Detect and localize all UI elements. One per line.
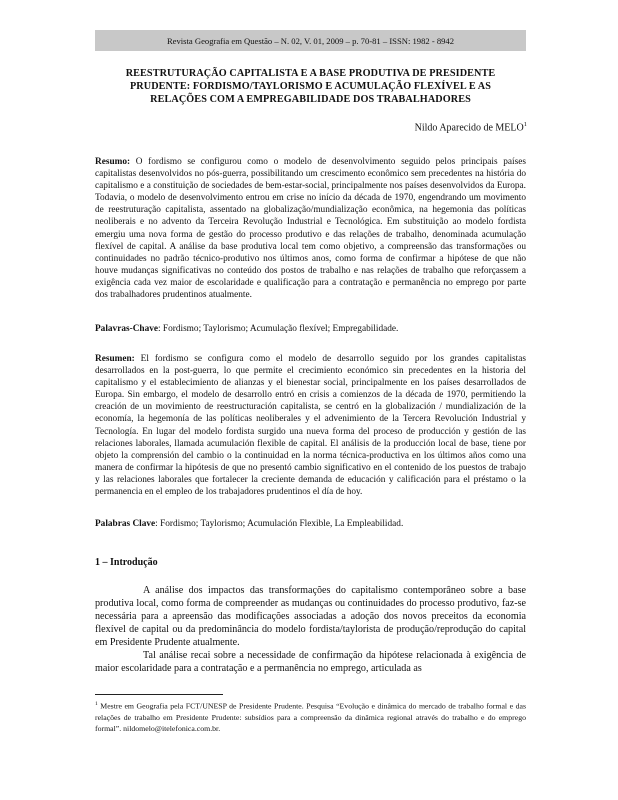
keywords-pt-label: Palavras-Chave xyxy=(95,324,159,334)
abstract-es-label: Resumen: xyxy=(95,354,135,364)
running-head xyxy=(95,30,526,51)
footnote-mark: 1 xyxy=(95,701,98,707)
intro-paragraph-2: Tal análise recai sobre a necessidade de confirmação da hipótese relacionada à exigência de maior escolaridade para a contratação e a permanência no emprego, articulada as xyxy=(95,650,526,675)
keywords-spanish xyxy=(95,518,526,530)
footnote-divider xyxy=(95,694,223,695)
abstract-pt-label: Resumo: xyxy=(95,157,131,167)
title-line-2: PRUDENTE: FORDISMO/TAYLORISMO E ACUMULAÇÃO FLEXÍVEL E AS xyxy=(129,81,492,92)
author-name: Nildo Aparecido de MELO xyxy=(414,122,524,134)
running-head-text: Revista Geografia em Questão – N. 02, V. 01, 2009 – p. 70-81 – ISSN: 1982 - 8942 xyxy=(166,35,455,46)
keywords-pt-text: : Fordismo; Taylorismo; Acumulação flexível; Empregabilidade. xyxy=(158,324,399,334)
section-heading: 1 – Introdução xyxy=(95,557,158,568)
title-line-3: RELAÇÕES COM A EMPREGABILIDADE DOS TRABALHADORES xyxy=(150,94,471,105)
keywords-portuguese xyxy=(95,323,526,335)
keywords-es-label: Palabras Clave xyxy=(95,519,156,529)
author-footnote-mark: 1 xyxy=(523,121,527,128)
title-line-1: REESTRUTURAÇÃO CAPITALISTA E A BASE PRODUTIVA DE PRESIDENTE xyxy=(125,68,496,79)
abstract-portuguese xyxy=(95,156,526,301)
keywords-es-text: : Fordismo; Taylorismo; Acumulación Flexible, La Empleabilidad. xyxy=(155,519,404,529)
article-title xyxy=(95,67,526,106)
footnote xyxy=(95,699,526,734)
footnote-text: Mestre em Geografia pela FCT/UNESP de Presidente Prudente. Pesquisa “Evolução e dinâmica do mercado de trabalho formal e das relações de trabalho em Presidente Prudente: subsídios para a compreensão da dinâmica regional através do trabalho e do emprego formal”. nildomelo@itelefonica.com.br. xyxy=(95,701,526,733)
abstract-pt-text: O fordismo se configurou como o modelo de desenvolvimento seguido pelos principais países capitalistas desenvolvidos no pós-guerra, possibilitando um crescimento econômico sem precedentes na história do capitalismo e a constituição de sociedades de bem-estar-social, principalmente nos países desenvolvidos da Europa. Todavia, o modelo de desenvolvimento entrou em crise no início da década de 1970, engendrando um movimento de reestruturação capitalista, assentado na globalização/mundialização econômica, na hegemonia das políticas neoliberais e no advento da Terceira Revolução Industrial e Tecnológica. Em substituição ao modelo fordista emergiu uma nova forma de gestão do processo produtivo e das relações de trabalho, denominada acumulação flexível de capital. A análise da base produtiva local tem como objetivo, a compreensão das transformações ou continuidades no padrão técnico-produtivo nos últimos anos, como forma de confirmar a hipótese de que não houve mudanças significativas no conteúdo dos postos de trabalho e nas relações de trabalho que reforçassem a exigência cada vez maior de escolaridade e qualificação para a contratação e permanência no emprego por parte dos trabalhadores prudentinos atualmente. xyxy=(95,157,526,301)
abstract-spanish xyxy=(95,353,526,498)
author-line xyxy=(415,121,527,133)
abstract-es-text: El fordismo se configura como el modelo de desarrollo seguido por los grandes capitalistas desarrollados en la post-guerra, lo que permite el crecimiento económico sin precedentes en la historia del capitalismo y el establecimiento de alianzas y el bienestar social, principalmente en los países desarrollados de Europa. Sin embargo, el modelo de desarrollo entró en crisis a comienzos de la década de 1970, permitiendo la creación de un movimiento de reestructuración capitalista, se centró en la globalización / mundialización de la economía, la hegemonía de las políticas neoliberales y el advenimiento de la Tercera Revolución Industrial y Tecnología. En lugar del modelo fordista surgido una nueva forma del proceso de producción y gestión de las relaciones laborales, llamada acumulación flexible de capital. El análisis de la producción local de base, tiene por objeto la comprensión del cambio o la continuidad en la norma técnica-productiva en los últimos años como una manera de confirmar la hipótesis de que no presentó cambio significativo en el contenido de los puestos de trabajo y las relaciones laborales que fortalecer la creciente demanda de educación y calificación para el préstamo o la permanencia en el empleo de los trabajadores prudentinos el día de hoy. xyxy=(95,354,526,498)
intro-paragraph-1: A análise dos impactos das transformações do capitalismo contemporâneo sobre a base produtiva local, como forma de compreender as mudanças ou continuidades do processo produtivo, faz-se necessária para a apreensão das modificações associadas a adoção dos novos preceitos da economia flexível de capital ou da predominância do modelo fordista/taylorista de produção/reprodução do capital em Presidente Prudente atualmente. xyxy=(95,585,526,649)
